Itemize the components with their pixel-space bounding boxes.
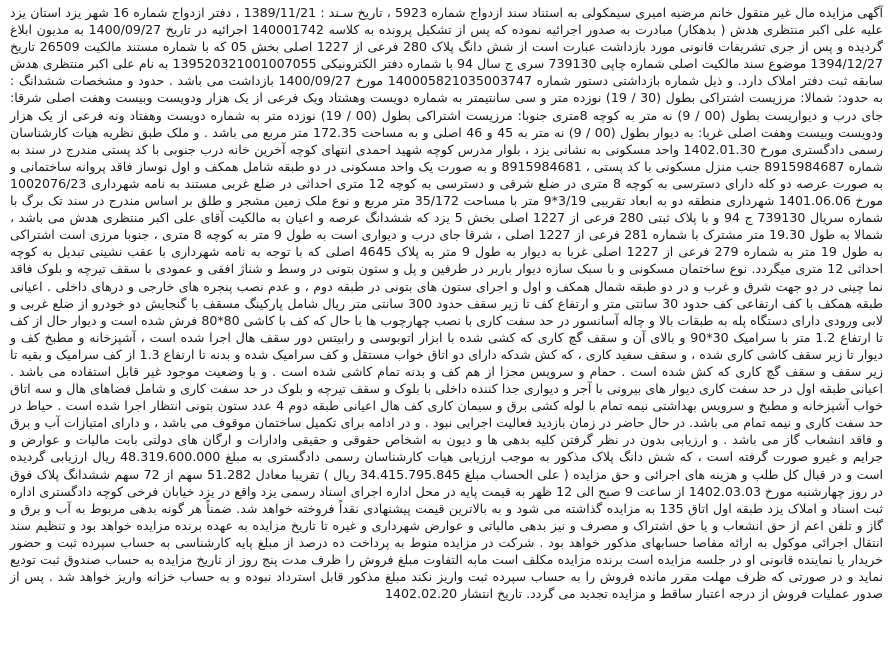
notice-body-text: آگهی مزایده مال غیر منقول خانم مرضیه امیری سیمکولی به استناد سند ازدواج شماره 5923 ، تاریخ سـند : 1389/11/21 ، دفتر ازدواج شماره 16 شهر یزد استان یزد علیه علی اکبر منتظری هدش ( بدهکار) مبادرت به صدور اجرائیه نموده که پس از تشکیل پرونده به کلاسه 140001742 اجرائیه در تاریخ 1400/09/27 به مدیون ابلاغ گردیده و پس از جری تشریفات قانونی مورد بازداشت عبارت است از شش دانگ پلاک 280 فرعی از 1227 اصلی بخش 05 که با شماره مستند مالکیت 26509 تاریخ 1394/12/27 موضوع سند مالکیت اصلی شماره چاپی 739130 سری ج سال 94 با شماره دفتر الکترونیکی 139520321001007055 به نام علی اکبر منتظری هدش سابقه ثبت دفتر املاک دارد. و ذیل شماره بازداشتی دستور شماره 140005821035003747 مورخ 1400/09/27 بازداشت می باشد . حدود و مشخصات ششدانگ : به حدود: شمالا: مرزیست اشتراکی بطول (30 / 19) نوزده متر و سی سانتیمتر به شماره دویست وهشتاد ویک فرعی از یک هزار ودویست وبیست وهفت اصلی شرقا: جای درب و دیواریست بطول (00 / 9) نه متر به کوچه 8متری جنوبا: مرزیست اشتراکی بطول (00 / 19) نوزده متر به شماره دویست وهفتاد ونه فرعی از یک هزار ودویست وبیست وهفت اصلی غربا: به دیوار بطول (00 / 9) نه متر به 45 و 46 اصلی و به مساحت 172.35 متر مربع می باشد . و ملک طبق نظریه هیات کارشناسان رسمی دادگستری مورخ 1402.01.30 واحد مسکونی به نشانی یزد ، بلوار مدرس کوچه شهید احمدی انتهای کوچه آخرین خانه درب جنوبی با کد پستی مندرج در سند به شماره 8915984687 جنب منزل مسکونی با کد پستی ، 8915984681 و به صورت یک واحد مسکونی در دو طبقه شامل همکف و اول نوساز فاقد پروانه ساختمانی و به صورت عرصه دو کله دارای دسترسی به کوچه 8 متری در ضلع شرقی و دسترسی به کوچه 12 متری احداثی در ضلع غربی مستند به نامه شهرداری 1002076/23 مورخ 1401.06.06 شهرداری منطقه دو به ابعاد تقریبی 3/19*9 متر با مساحت 35/172 متر مربع و نوع ملک زمین مشجر و طلق بر اساس مندرج در سند تک برگ با شماره سریال 739130 ج 94 و با پلاک ثبتی 280 فرعی از 1227 اصلی بخش 5 یزد که ششدانگ عرصه و اعیان به مالکیت آقای علی اکبر منتظری هدش می باشد ، شمالا به طول 19.30 متر مشترک با شماره 281 فرعی از 1227 اصلی ، شرقا جای درب و دیواری است به طول 9 متر به کوچه 8 متری ، جنوبا مرزی است اشتراکی به طول 19 متر به شماره 279 فرعی از 1227 اصلی غربا به دیوار به طول 9 متر به پلاک 4645 اصلی که با توجه به نامه شهرداری با عقب نشینی تبدیل به کوچه احداثی 12 متری میگردد. نوع ساختمان مسکونی و با سبک سازه دیوار باربر در طرفین و پل و ستون بتونی در وسط و شناژ افقی و عمودی با سقف تیرچه و بلوک فاقد نما چینی در دو جهت شرق و غرب و در دو طبقه شمال همکف و اول و اجرای ستون های بتونی در طبقه دوم ، و عدم نصب پنجره های خارجی و درهای داخلی . اعیانی طبقه همکف با کف ارتفاعی کف حدود 30 سانتی متر و ارتفاع کف تا زیر سقف حدود 300 سانتی متر ریال شامل پارکینگ مسقف با گنجایش دو خودرو از ضلع غربی و لابی ورودی دارای دستگاه پله به طبقات بالا و چاله آسانسور در حد سفت کاری با نصب چهارچوب ها با حال که کف با کاشی 80*80 فرش شده است و دیوار حال از کف تا ارتفاع 1.2 متر با سرامیک 30*90 و بالای آن و سقف گچ کاری که کشی شده با ابزار اتوبوسی و رابیتس دور سقف هال اجرا شده است ، آشپزخانه و مطبخ کف و دیوار تا زیر سقف کاشی کاری شده ، و سقف سفید کاری ، که کش شدکه دارای دو اتاق خواب مستقل و کف سرامیک شده و بدنه تا ارتفاع 1.3 از کف سرامیک و بقیه تا زیر سقف و سقف گچ کاری که کش شده است . حمام و سرویس مجزا از هم کف و بدنه تمام کاشی شده است . و با وضعیت موجود غیر قابل استفاده می باشد . اعیانی طبقه اول در حد سفت کاری دیوار های بیرونی با آجر و دیواری جدا کننده داخلی با بلوک و سقف تیرچه و بلوک در حد سفت کاری و شامل فضاهای هال و سه اتاق خواب آشپزخانه و مطبخ و سرویس بهداشتی نیمه تمام با لوله کشی برق و سیمان کاری کف هال اعیانی طبقه دوم 4 عدد ستون بتونی انتظار اجرا شده است . حیاط در حد سفت کاری و نیمه تمام می باشد. در حال حاضر در زمان بازدید فعالیت اجرایی نبود . و در ادامه برای تکمیل ساختمان موقوف می باشد ، و دارای امتیازات آب و برق و فاقد انشعاب گاز می باشد . و ارزیابی بدون در نظر گرفتن کلیه بدهی ها و دیون به اشخاص حقوقی و حقیقی وادارات و ارگان های دولتی بابت مالیات و عوارض و جرایم و غیرو صورت گرفته است ، که شش دانگ پلاک مذکور به موجب ارزیابی هیات کارشناسان رسمی دادگستری به مبلغ 48.319.600.000 ریال ارزیابی گردیده است و در قبال کل طلب و هزینه های اجرائی و حق مزایده ( علی الحساب مبلغ 34.415.795.845 ریال ) تقریبا معادل 51.282 سهم از 72 سهم ششدانگ پلاک فوق در روز چهارشنبه مورخ 1402.03.03 از ساعت 9 صبح الی 12 ظهر به قیمت پایه در محل اداره اجرای اسناد رسمی یزد واقع در یزد خیابان فرخی کوچه دادگستری اداره ثبت اسناد و املاک یزد طبقه اول اتاق 135 به مزایده گذاشته می شود و به بالاترین قیمت پیشنهادی نقداً فروخته خواهد شد. ضمناً هر گونه بدهی مربوط به آب و برق و گاز و تلفن اعم از حق انشعاب و یا حق اشتراک و مصرف و نیز بدهی مالیاتی و عوارض شهرداری و غیره تا تاریخ مزایده به عهده برنده مزایده خواهد بود و تنظیم سند انتقال اجرائی موکول به ارائه مفاصا حسابهای مذکور خواهد بود . شرکت در مزایده منوط به پرداخت ده درصد از مبلغ پایه کارشناسی به حساب سپرده ثبت و حضور خریدار یا نماینده قانونی او در جلسه مزایده است برنده مزایده مکلف است مابه التفاوت مبلغ فروش را ظرف مدت پنج روز از تاریخ مزایده به حساب صندوق ثبت تودیع نماید و در صورتی که ظرف مهلت مقرر مانده فروش را به حساب سپرده ثبت واریز نکند مبلغ مذکور قابل استرداد نبوده و به حساب خزانه واریز خواهد شد . پس از صدور عملیات فروش از درجه اعتبار ساقط و مزایده تجدید می گردد. تاریخ انتشار 1402.02.20 — [10, 5, 884, 602]
